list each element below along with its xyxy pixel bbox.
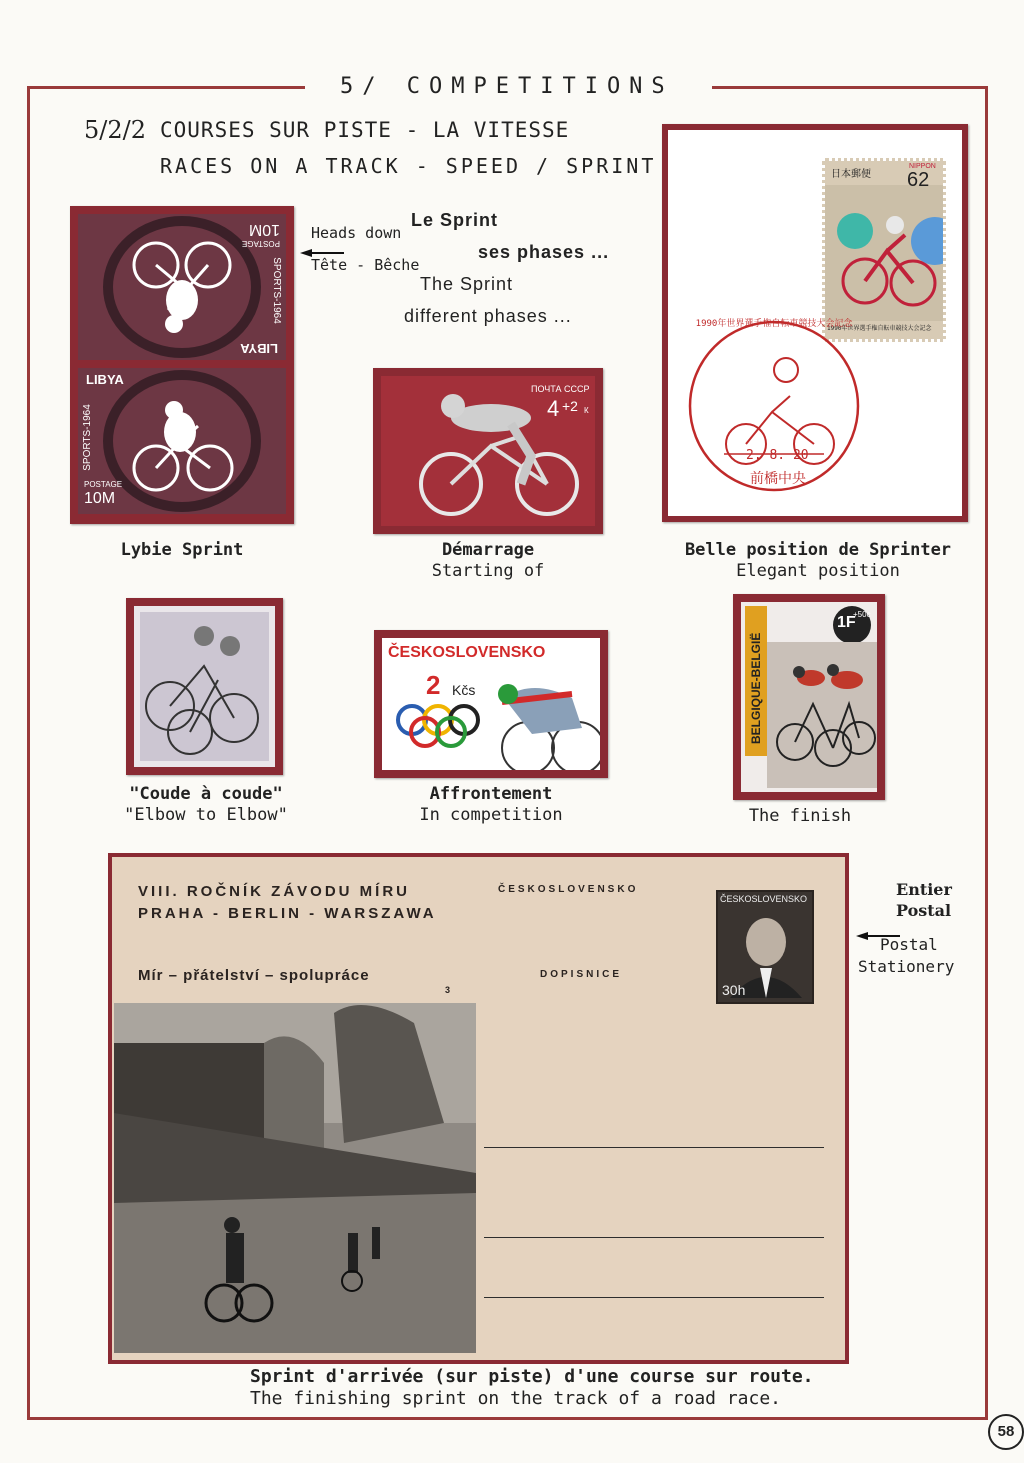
ussr-country: ПОЧТА СССР [531,384,590,394]
card-stamp-country: ČESKOSLOVENSKO [720,894,808,904]
libya-bottom-country: LIBYA [86,372,124,387]
section-number: 5/2/2 [84,116,146,144]
section-title-en: RACES ON A TRACK - SPEED / SPRINT [160,154,657,178]
libya-bottom-year: SPORTS-1964 [81,404,93,471]
note-postal-fr: Postal [896,901,952,920]
postmark-place: 前橋中央 [750,471,806,487]
caption-affront-en: In competition [419,805,563,825]
cyclist-icon [134,606,275,767]
japan-mount [662,124,968,522]
czech-unit: Kčs [452,682,476,698]
address-line-1 [484,1147,824,1148]
note-heads-down: Heads down [311,224,402,242]
frame-top-right [712,86,988,89]
page-title: 5/ COMPETITIONS [340,74,674,99]
address-line-3 [484,1297,824,1298]
ussr-surcharge: +2 [562,398,578,414]
belgium-country: BELGIQUE-BELGIË [749,632,763,744]
elbow-stamp [134,606,275,767]
card-imprinted-stamp [716,890,814,1004]
czech-value: 2 [426,670,441,700]
caption-japan-fr: Belle position de Sprinter [684,540,952,560]
frame-left [27,86,30,1420]
arrow-icon [300,242,344,250]
libya-top-year: SPORTS-1964 [271,257,283,324]
postmark-ring-text: 1990年世界選手権自転車競技大会記念 [695,319,853,329]
note-tete-beche: Tête - Bêche [311,256,420,274]
olympic-rings-icon [382,638,600,770]
libya-top-postage: POSTAGE [241,239,280,248]
track-photo-image [114,1003,476,1353]
libya-top-value: 10M [248,221,280,238]
belgium-surcharge: +50c [853,610,871,619]
page-number-badge [988,1414,1024,1450]
card-number: 3 [445,985,454,995]
card-line-3: Mír – přátelství – spolupráce [138,967,370,984]
libya-bottom-postage: POSTAGE [84,480,123,489]
ussr-mount [373,368,603,534]
card-stamp-value: 30h [722,982,746,998]
frame-right [985,86,988,1420]
libya-top-country: LIBYA [240,341,278,356]
belgium-mount [733,594,885,800]
caption-libya: Lybie Sprint [120,540,244,560]
card-dopisnice: DOPISNICE [540,969,623,980]
caption-elbow-en: "Elbow to Elbow" [124,805,288,825]
czech-stamp [382,638,600,770]
frame-top-left [27,86,305,89]
czech-mount [374,630,608,778]
section-title-fr: COURSES SUR PISTE - LA VITESSE [160,118,570,142]
caption-finish: The finish [748,806,852,826]
ussr-unit: К [584,406,589,415]
note-ses-phases: ses phases ... [478,242,610,262]
belgium-value: 1F [837,614,856,631]
japan-caption: 1990年世界選手権自転車競技大会記念 [827,325,932,332]
caption-affront-fr: Affrontement [429,784,553,804]
japan-country: 日本郵便 [831,169,871,180]
card-line-1: VIII. ROČNÍK ZÁVODU MÍRU [138,883,411,900]
czech-country: ČESKOSLOVENSKO [388,644,546,661]
note-postal-en: Postal [880,935,938,954]
arrow-icon [856,925,900,933]
caption-ussr-en: Starting of [431,561,545,581]
japan-nippon: NIPPON [909,163,936,170]
caption-postcard-fr: Sprint d'arrivée (sur piste) d'une course sur route. [250,1366,814,1387]
postal-stationery-card [108,853,849,1364]
card-country: ČESKOSLOVENSKO [498,884,639,895]
caption-japan-en: Elegant position [736,561,900,581]
note-different-phases: different phases ... [404,306,572,326]
page-number: 58 [997,1423,1015,1440]
ussr-stamp [381,376,595,526]
caption-ussr-fr: Démarrage [441,540,535,560]
libya-stamp-bottom [78,368,286,514]
note-entier: Entier [896,880,952,899]
japan-stamp [822,158,946,342]
ussr-value: 4 [547,396,560,421]
cyclist-icon [767,642,877,788]
belgium-stamp [741,602,877,792]
caption-postcard-en: The finishing sprint on the track of a road race. [250,1388,782,1409]
caption-elbow-fr: "Coude à coude" [129,784,283,804]
japan-cover [668,130,962,516]
libya-bottom-value: 10M [84,490,116,507]
frame-bottom [27,1417,988,1420]
japan-value: 62 [907,169,930,191]
libya-mount [70,206,294,524]
postmark-date: 2. 8. 20 [746,448,809,463]
note-le-sprint: Le Sprint [411,210,499,230]
note-stationery: Stationery [858,957,955,976]
libya-stamp-top [78,214,286,360]
note-the-sprint: The Sprint [420,274,514,294]
card-photo [114,1003,476,1353]
elbow-mount [126,598,283,775]
address-line-2 [484,1237,824,1238]
card-line-2: PRAHA - BERLIN - WARSZAWA [138,905,437,922]
